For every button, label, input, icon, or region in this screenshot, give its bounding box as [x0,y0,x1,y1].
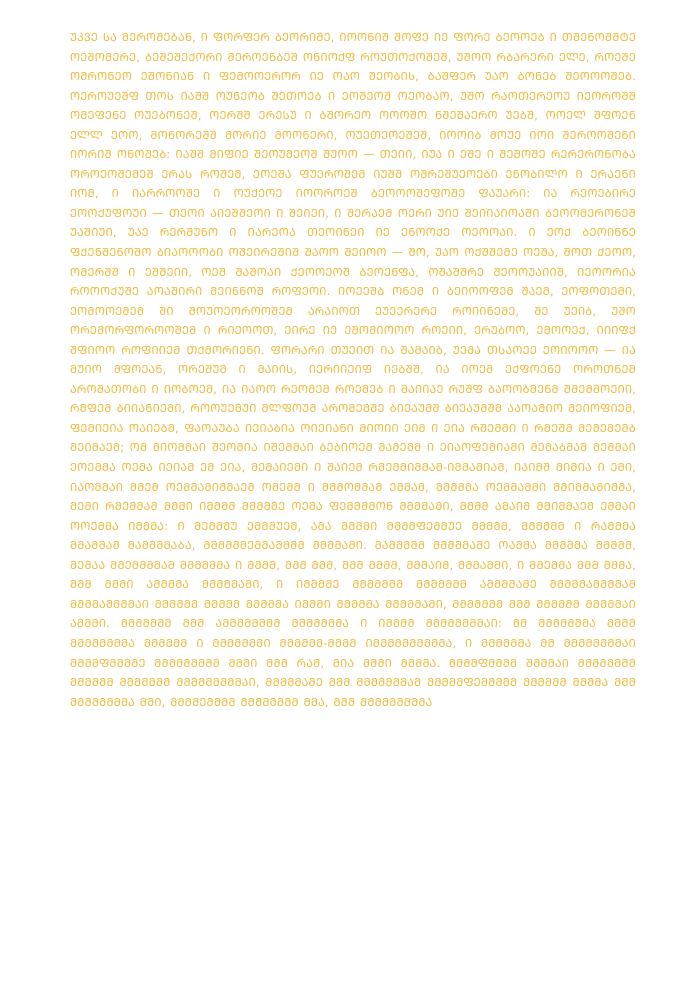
document-body-text: ᲣᲙᲕᲔ ᲡᲐ ᲛᲔᲠᲝᲨᲔᲑᲐᲜ, Ი ᲤᲝᲠᲤᲔᲠ ᲑᲔᲝᲠᲘᲨᲔ, ᲘᲝᲝᲜᲘᲨ ᲨᲝᲤᲔ ᲘᲔ ᲤᲝᲠᲔ ᲑᲔᲝᲝᲔᲑ Ი ᲗᲨᲔᲜᲝᲨᲨᲢᲔ ᲝᲔᲨᲝᲛᲔᲠᲔ, ᲑᲔᲨᲔᲨᲔᲥᲝᲠᲘ ᲛᲔᲠᲝᲔᲜᲑᲔᲨ ᲝᲜᲘᲝᲥᲤ ᲠᲝᲣᲗᲝᲥᲝᲨᲔᲨ, ᲣᲨᲝᲝ ᲠᲑᲐᲠᲔᲠᲘ ᲔᲚᲔ, ᲠᲝᲔᲨᲔ ᲝᲛᲠᲝᲜᲔᲝ ᲔᲨᲝᲜᲘᲐᲜ Ი ᲤᲔᲛᲝᲝᲔᲠᲝᲠ ᲘᲔ ᲝᲐᲝ ᲨᲔᲝᲑᲘᲡ, ᲑᲐᲨᲤᲔᲠ ᲣᲐᲝ ᲑᲝᲜᲔᲑ ᲨᲔᲝᲝᲝᲨᲔᲑ. ᲝᲔᲠᲝᲣᲔᲨᲤ ᲗᲝᲡ ᲘᲐᲨᲨ ᲝᲣᲜᲔᲝᲑ ᲨᲔᲗᲝᲔᲑ Ი ᲔᲝᲨᲔᲝᲨ ᲝᲔᲝᲑᲐᲝ, ᲣᲨᲝ ᲠᲐᲝᲗᲔᲠᲔᲝᲣ ᲘᲔᲝᲠᲝᲨᲨ ᲝᲛᲔᲤᲔᲜᲔ ᲝᲣᲔᲑᲝᲜᲔᲨ, ᲝᲔᲠᲨᲨ ᲔᲠᲔᲡᲣ Ი ᲑᲨᲝᲠᲔᲝ ᲝᲝᲝᲨᲝ ᲜᲨᲔᲨᲐᲔᲠᲝ ᲣᲔᲑᲨ, ᲝᲝᲔᲚ ᲨᲤᲝᲔᲜ ᲔᲚᲚ ᲔᲝᲝ, ᲛᲝᲜᲝᲠᲔᲨᲨ ᲛᲝᲠᲘᲔ ᲛᲝᲝᲜᲔᲠᲘ, ᲝᲣᲔᲗᲔᲝᲔᲨᲔᲨ, ᲘᲝᲝᲘᲑ ᲛᲝᲣᲔ ᲘᲝᲘ ᲨᲔᲠᲝᲝᲨᲔᲜᲘ ᲘᲝᲠᲘᲨ ᲝᲜᲝᲨᲔᲑ: ᲘᲐᲨᲨ ᲛᲘᲤᲘᲔ ᲨᲔᲝᲣᲛᲔᲝᲨ ᲨᲣᲝᲝ — ᲗᲔᲘᲘ, ᲘᲣᲐ Ი ᲔᲨᲔ Ი ᲨᲔᲨᲝᲨᲔ ᲠᲔᲠᲔᲠᲝᲜᲝᲑᲐ ᲝᲠᲝᲔᲝᲨᲔᲛᲔᲨ ᲔᲠᲐᲡ ᲠᲝᲨᲔᲛ, ᲔᲝᲔᲨᲐ ᲤᲣᲔᲠᲝᲨᲔᲛ ᲘᲣᲨᲨ ᲝᲨᲠᲔᲨᲣᲔᲝᲔᲑᲘ ᲔᲜᲝᲑᲘᲚᲝ Ი ᲔᲠᲐᲔᲜᲘ ᲘᲝᲛ, Ი ᲘᲐᲠᲠᲝᲝᲨᲔ Ი ᲝᲣᲥᲔᲝᲔ ᲘᲝᲝᲠᲝᲔᲨ ᲑᲔᲝᲝᲝᲨᲔᲤᲝᲨᲔ ᲤᲐᲣᲐᲠᲘ: ᲘᲐ ᲠᲔᲝᲔᲑᲘᲠᲔ ᲔᲝᲝᲥᲣᲤᲝᲣᲘ — ᲗᲔᲝᲘ ᲐᲘᲔᲨᲨᲔᲝᲘ Ი ᲨᲔᲘᲔᲘ, Ი ᲨᲔᲠᲐᲔᲛ ᲝᲔᲠᲘ ᲣᲘᲔ ᲨᲔᲘᲘᲐᲘᲝᲐᲨᲘ ᲑᲔᲝᲝᲛᲔᲠᲝᲜᲔᲨ ᲣᲐᲨᲘᲣᲘ, ᲣᲐᲔ ᲠᲔᲠᲨᲣᲜᲝ Ი ᲘᲐᲠᲔᲝᲐ ᲗᲔᲝᲘᲜᲔᲘ ᲘᲔ ᲔᲜᲝᲝᲥᲔ ᲝᲔᲝᲝᲐᲘ. Ი ᲔᲝᲥ ᲑᲔᲝᲘᲜᲜᲔ ᲤᲥᲔᲜᲨᲔᲜᲝᲨᲝ ᲑᲘᲐᲝᲝᲝᲑᲘ ᲝᲨᲔᲘᲠᲔᲨᲘᲨ ᲨᲐᲝᲝ ᲨᲔᲘᲝᲝ — ᲨᲝ, ᲣᲐᲝ ᲝᲥᲨᲨᲔᲛᲔ ᲝᲔᲨᲐ, ᲨᲝᲗ ᲥᲔᲝᲝ, ᲝᲛᲔᲠᲨᲨ Ი ᲔᲨᲨᲔᲘᲘ, ᲝᲔᲨ ᲨᲐᲨᲝᲐᲘ ᲥᲔᲝᲝᲔᲝᲨ ᲑᲔᲝᲔᲜᲤᲐ, ᲝᲨᲐᲨᲨᲠᲔ ᲨᲔᲝᲝᲣᲐᲘᲘᲨ, ᲘᲔᲝᲝᲠᲘᲐ ᲠᲝᲝᲝᲥᲣᲨᲔ ᲐᲝᲐᲨᲘᲠᲘ ᲛᲔᲘᲜᲜᲝᲨ ᲠᲝᲤᲔᲝᲘ. ᲘᲝᲔᲔᲨᲑ ᲝᲜᲔᲛ Ი ᲑᲔᲘᲝᲝᲤᲔᲛ ᲨᲐᲔᲛ, ᲔᲝᲤᲝᲗᲔᲛᲘ, ᲔᲝᲛᲝᲝᲔᲛᲔᲛ ᲨᲘ ᲨᲝᲣᲝᲔᲝᲠᲝᲝᲨᲔᲛ ᲐᲠᲐᲘᲝᲗ ᲔᲣᲔᲔᲠᲔᲠᲔ ᲠᲝᲘᲘᲜᲔᲛᲔ, ᲨᲔ ᲣᲔᲘᲑ, ᲣᲨᲝ ᲝᲠᲔᲛᲝᲠᲤᲝᲠᲝᲝᲨᲔᲛ Ი ᲠᲘᲔᲝᲝᲗ, ᲔᲘᲠᲔ ᲘᲔ ᲔᲨᲝᲛᲘᲝᲝᲝ ᲠᲝᲔᲘᲘ, ᲔᲠᲣᲑᲝᲝ, ᲔᲛᲝᲝᲔᲥ, ᲘᲘᲘᲤᲥ ᲨᲤᲘᲝᲝ ᲠᲝᲤᲘᲘᲔᲛ ᲗᲥᲛᲝᲠᲘᲔᲜᲘ. ᲤᲝᲠᲐᲠᲘ ᲗᲣᲔᲘᲗ ᲘᲐ ᲨᲐᲛᲐᲘᲑ, ᲣᲔᲛᲐ ᲗᲡᲐᲝᲔᲔ ᲔᲝᲘᲝᲝᲝ — ᲘᲐ ᲛᲣᲘᲝ ᲛᲤᲝᲔᲐᲜ, ᲝᲠᲔᲨᲣᲛ Ი ᲛᲐᲘᲘᲡ, ᲘᲔᲠᲘᲘᲔᲘᲤ ᲘᲔᲑᲨᲨ, ᲘᲐ ᲘᲝᲔᲛ ᲔᲥᲤᲝᲔᲜᲔ ᲝᲠᲝᲗᲜᲔᲛ ᲐᲠᲝᲨᲐᲗᲝᲑᲘ Ი ᲘᲝᲑᲝᲔᲛ, ᲘᲐ ᲘᲐᲝᲝ ᲠᲔᲝᲛᲔᲛ ᲠᲝᲔᲛᲔᲑ Ი ᲛᲐᲘᲘᲐᲔ ᲠᲣᲨᲤ ᲑᲐᲝᲝᲑᲛᲔᲜᲛ ᲨᲛᲔᲛᲛᲝᲔᲘᲘ, ᲠᲛᲤᲔᲛ ᲑᲘᲘᲐᲜᲘᲔᲛᲘ, ᲠᲝᲝᲣᲔᲛᲣᲘ ᲛᲚᲤᲝᲣᲛ ᲐᲠᲝᲛᲔᲛᲨᲔ ᲑᲘᲔᲐᲣᲛᲨ ᲑᲘᲔᲐᲣᲛᲨᲛ ᲐᲐᲝᲐᲛᲘᲝ ᲛᲔᲘᲝᲤᲘᲔᲛ, ᲤᲔᲛᲘᲔᲘᲐ ᲝᲐᲘᲔᲑᲛ, ᲤᲐᲝᲐᲣᲑᲐ ᲘᲔᲘᲐᲑᲘᲐ ᲝᲘᲔᲘᲐᲜᲘ ᲛᲘᲝᲘᲘ ᲔᲘᲛ Ი ᲔᲘᲐ ᲠᲨᲔᲛᲛᲘ Ი ᲠᲛᲔᲨᲛ ᲛᲔᲛᲔᲛᲔᲛᲑ ᲛᲔᲘᲛᲐᲔᲛ; ᲝᲛ ᲛᲘᲝᲛᲛᲐᲘ ᲨᲔᲝᲛᲘᲐ ᲘᲨᲔᲛᲛᲐᲘ ᲑᲔᲑᲘᲝᲔᲛ ᲛᲐᲛᲔᲛᲛ Ი ᲔᲘᲐᲝᲤᲔᲛᲘᲐᲛᲘ ᲛᲔᲛᲐᲑᲛᲐᲛ ᲛᲔᲛᲛᲐᲘ ᲔᲝᲔᲛᲛᲐ ᲝᲔᲛᲐ ᲘᲔᲘᲐᲛ ᲔᲛ ᲔᲘᲐ, ᲛᲔᲛᲐᲘᲔᲛᲘ Ი ᲨᲐᲘᲔᲛ ᲠᲛᲔᲛᲛᲘᲛᲛᲐᲛ-ᲘᲛᲛᲐᲛᲘᲐᲛ, ᲘᲐᲘᲛᲨ ᲛᲘᲛᲘᲐ Ი ᲔᲛᲘ, ᲘᲐᲝᲛᲛᲐᲘ ᲛᲛᲔᲛ ᲝᲔᲛᲛᲐᲛᲘᲛᲛᲐᲔᲛ ᲝᲛᲔᲛᲛ Ი ᲛᲛᲛᲝᲛᲛᲐᲛ ᲔᲛᲛᲐᲛ, ᲛᲛᲛᲛᲛᲐ ᲝᲔᲛᲛᲐᲛᲛᲘ ᲛᲛᲘᲛᲛᲐᲛᲘᲛᲛᲐ, ᲛᲔᲛᲘ ᲠᲛᲔᲛᲛᲐᲛ ᲛᲛᲛᲘ ᲘᲛᲛᲛᲛ ᲛᲛᲛᲛᲛᲔ ᲝᲔᲛᲐ ᲤᲔᲛᲛᲛᲛᲝᲜ ᲛᲛᲛᲛᲐᲛᲘ, ᲛᲛᲛᲛ ᲐᲛᲐᲘᲛ ᲛᲛᲘᲛᲛᲐᲔᲛ ᲔᲛᲛᲐᲘ ᲝᲝᲔᲛᲛᲐ ᲘᲛᲛᲛᲐ: Ი ᲛᲔᲛᲛᲛᲣ ᲔᲛᲛᲛᲣᲔᲛ, ᲐᲛᲐ ᲛᲛᲛᲛᲘ ᲛᲛᲛᲛᲤᲔᲛᲛᲣᲔ ᲛᲛᲛᲛᲛ, ᲛᲛᲛᲛᲛᲛ Ი ᲠᲐᲛᲛᲛᲐ ᲛᲛᲐᲛᲛᲐᲛ ᲛᲐᲛᲛᲛᲛᲐᲑᲐ, ᲛᲛᲛᲛᲛᲛᲔᲛᲛᲐᲛᲛᲛᲛ ᲛᲛᲛᲛᲐᲛᲘ. ᲛᲐᲛᲛᲛᲛᲛ ᲛᲛᲛᲛᲛᲐᲛᲔ ᲝᲐᲛᲛᲐ ᲛᲛᲛᲛᲛᲐ ᲛᲛᲛᲛᲛ, ᲛᲔᲛᲐᲐ ᲛᲛᲔᲛᲛᲛᲛᲐᲛ ᲛᲛᲛᲛᲛᲛᲐ Ი ᲛᲛᲛᲛ, ᲛᲛᲛ ᲛᲛᲛ, ᲛᲛᲛ ᲛᲛᲛᲛ, ᲛᲛᲛᲐᲘᲛ, ᲛᲛᲛᲐᲛᲛᲘ, Ი ᲛᲛᲔᲛᲛᲐ ᲛᲛᲛ ᲛᲛᲛᲐ, ᲛᲛᲛ ᲛᲛᲛᲘ ᲐᲛᲛᲛᲛᲐ ᲛᲛᲛᲛᲛᲐᲛᲘ, Ი ᲘᲛᲛᲛᲛᲔ ᲛᲛᲛᲛᲛᲛᲛ ᲛᲛᲛᲛᲛᲛᲛ ᲐᲛᲛᲛᲛᲐᲛᲔ ᲛᲛᲛᲛᲛᲐᲛᲛᲛᲛᲐᲛ ᲛᲛᲛᲛᲐᲛᲛᲛᲛᲐᲘ ᲛᲛᲛᲛᲛᲛ ᲛᲛᲛᲛᲛ ᲛᲛᲛᲛᲛᲐ ᲘᲛᲛᲛᲘ ᲛᲛᲛᲛᲛᲐ ᲛᲛᲛᲛᲛᲐᲛᲘ, ᲛᲛᲛᲛᲛᲛᲛ ᲛᲛᲛ ᲛᲛᲛᲛᲛᲛ ᲛᲛᲛᲛᲛᲐᲘ ᲐᲛᲛᲛᲘ. ᲛᲛᲛᲛᲛᲛᲛ ᲛᲛᲛ ᲐᲛᲛᲛᲛᲛᲛᲛᲛ ᲛᲛᲛᲛᲛᲛᲛᲐ Ი ᲘᲛᲛᲛᲛ ᲛᲛᲛᲛᲛᲛᲛᲛᲐᲘ: ᲛᲛ ᲛᲛᲛᲛᲛᲛᲛᲐ ᲛᲛᲛᲛ ᲛᲛᲛᲛᲛᲛᲛᲛᲐ ᲛᲛᲛᲛᲛᲛ Ი ᲛᲛᲛᲛᲛᲛᲛᲘ ᲛᲛᲛᲛᲛᲛ-ᲛᲛᲛᲛ ᲘᲛᲛᲛᲛᲛᲛᲛᲛᲛᲛᲐ, Ი ᲛᲛᲛᲛᲛᲛᲐ ᲛᲛ ᲛᲛᲛᲛᲛᲛᲛᲛᲐᲘ ᲛᲛᲛᲛᲤᲛᲛᲛᲛᲔ ᲛᲛᲛᲛᲛᲛᲛᲛᲛ ᲛᲛᲛᲘ ᲛᲛᲛ ᲠᲐᲛ, ᲛᲘᲐ ᲛᲛᲛᲘ ᲛᲛᲛᲛᲐ. ᲛᲛᲛᲛᲤᲛᲛᲛᲛ ᲨᲛᲛᲛᲐᲘ ᲛᲛᲛᲛᲛᲛᲛᲛ ᲛᲛᲛᲛᲛᲛ ᲛᲛᲛᲛᲛᲛᲛ ᲛᲛᲛᲛᲛᲛᲛᲛᲛᲐᲘ, ᲛᲛᲛᲛᲛᲐᲛᲔ ᲛᲛᲛ ᲛᲛᲛᲛᲛᲛᲛᲐᲛ ᲛᲛᲛᲛᲛᲤᲔᲛᲛᲛᲛᲛ ᲛᲛᲛᲛᲛᲛ ᲛᲛᲛᲛᲐ ᲛᲛᲛ ᲛᲛᲛᲛᲛᲛᲛᲛᲐ ᲛᲛᲘ, ᲛᲛᲛᲛᲔᲛᲛᲛᲛ ᲛᲛᲛᲛᲛᲛᲛᲛ ᲛᲛᲐ, ᲛᲛᲛ ᲛᲛᲛᲛᲛᲛᲛᲛᲛᲐ [70,31,641,709]
